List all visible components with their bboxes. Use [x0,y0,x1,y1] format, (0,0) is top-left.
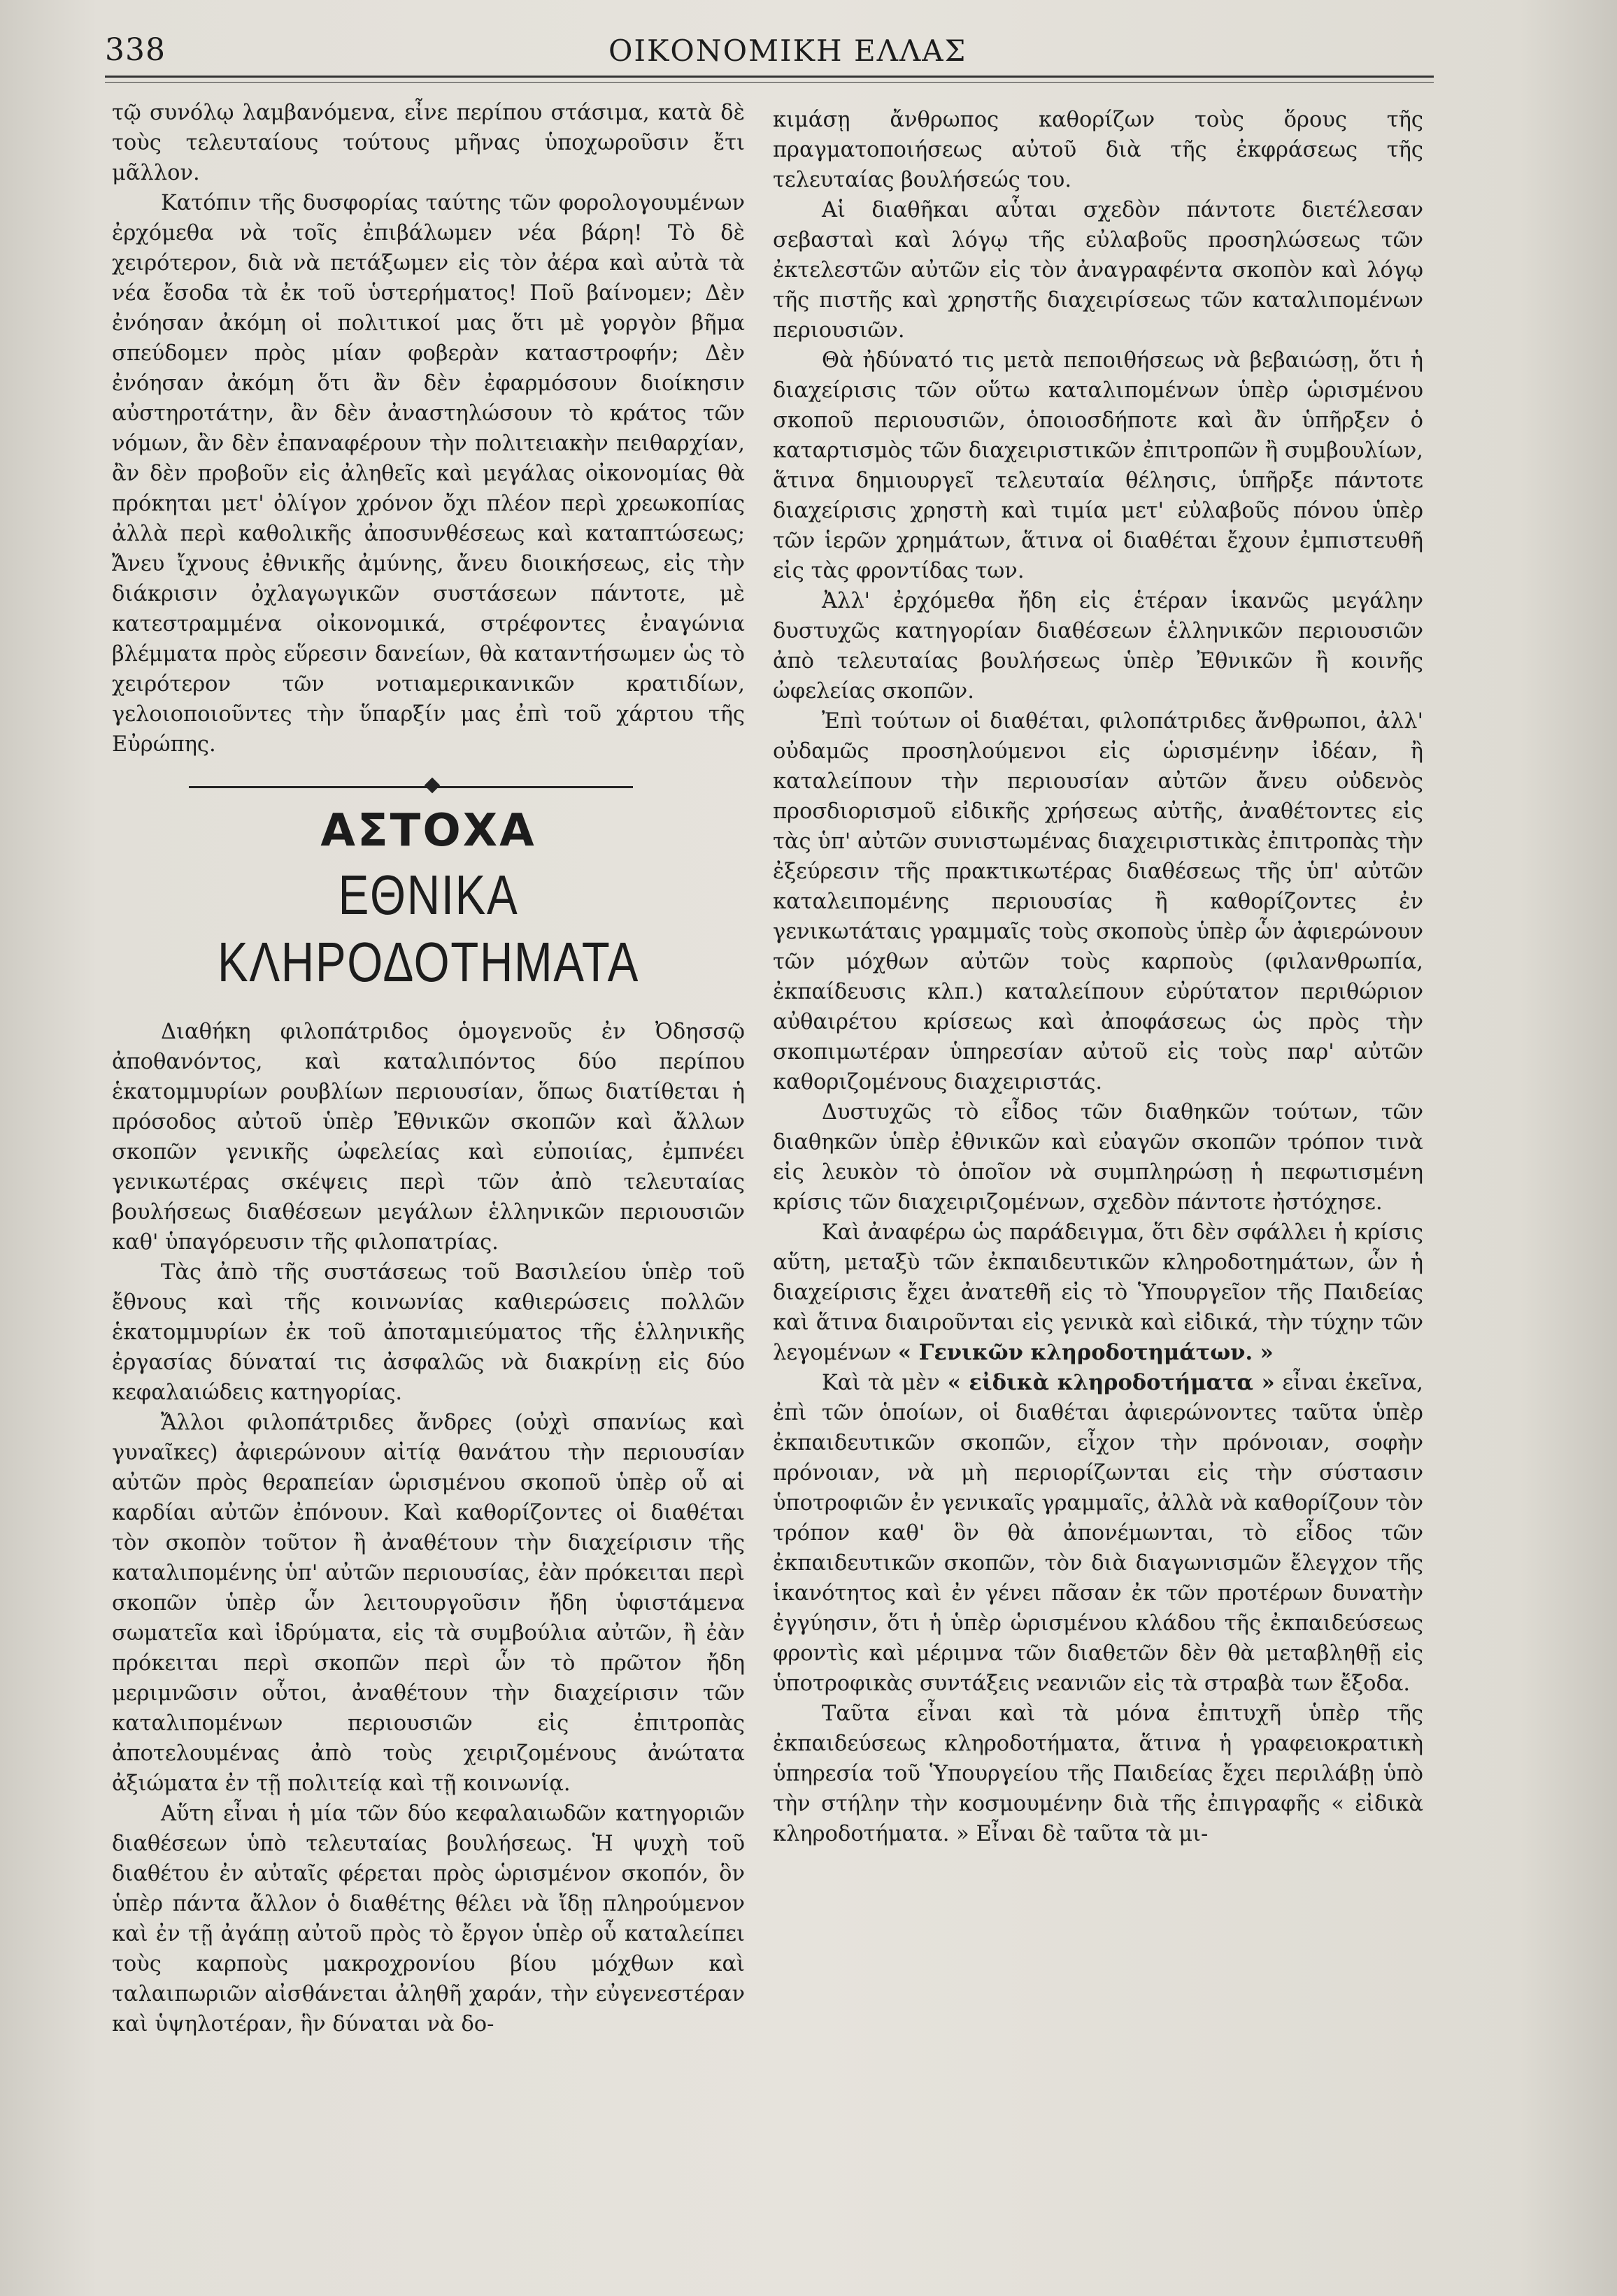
right-paragraph-7-text: Καὶ ἀναφέρω ὡς παράδειγμα, ὅτι δὲν σφάλλει ἡ κρίσις αὕτη, μεταξὺ τῶν ἐκπαιδευτικῶν κληροδοτημάτων, ὧν ἡ διαχείρισις ἔχει ἀνατεθῆ εἰς τὸ Ὑπουργεῖον τῆς Παιδείας καὶ ἅτινα διαιροῦνται εἰς γενικὰ καὶ εἰδικά, τὴν τύχην τῶν λεγομένων [773,1220,1423,1365]
separator-line [189,786,633,788]
diamond-ornament [425,778,441,794]
left-paragraph-3: Διαθήκη φιλοπάτριδος ὁμογενοῦς ἐν Ὀδησσῷ ἀποθανόντος, καὶ καταλιπόντος δύο περίπου ἑκατομμυρίων ρουβλίων περιουσίαν, ὅπως διατίθεται ἡ πρόσοδος αὐτοῦ ὑπὲρ Ἐθνικῶν σκοπῶν καὶ ἄλλων σκοπῶν γενικῆς ὠφελείας καὶ εὐποιίας, ἐμπνέει γενικωτέρας σκέψεις περὶ τῶν ἀπὸ τελευταίας βουλήσεως διαθέσεων μεγάλων ἑλληνικῶν περιουσιῶν καθ' ὑπαγόρευσιν τῆς φιλοπατρίας. [112,1020,745,1255]
right-paragraph-3: Θὰ ἠδύνατό τις μετὰ πεποιθήσεως νὰ βεβαιώσῃ, ὅτι ἡ διαχείρισις τῶν οὕτω καταλιπομένων ὑπὲρ ὡρισμένου σκοποῦ περιουσιῶν, ὁποιοσδήποτε καὶ ἂν ὑπῆρξεν ὁ καταρτισμὸς τῶν διαχειριστικῶν ἐπιτροπῶν ἢ συμβουλίων, ἅτινα δημιουργεῖ τελευταία θέλησις, ὑπῆρξε πάντοτε διαχείρισις χρηστὴ καὶ τιμία μετ' εὐλαβοῦς πόνου ὑπὲρ τῶν ἱερῶν χρημάτων, ἅτινα οἱ διαθέται ἔχουν ἐμπιστευθῆ εἰς τὰς φροντίδας των. [773,348,1423,583]
section-subtitle: ΕΘΝΙΚΑ ΚΛΗΡΟΔΟΤΗΜΑΤΑ [217,864,640,993]
right-paragraph-6: Δυστυχῶς τὸ εἶδος τῶν διαθηκῶν τούτων, τῶν διαθηκῶν ὑπὲρ ἐθνικῶν καὶ εὐαγῶν σκοπῶν τρόπον τινὰ εἰς λευκὸν τὸ ὁποῖον νὰ συμπληρώσῃ ἡ πεφωτισμένη κρίσις τῶν διαχειριζομένων, σχεδὸν πάντοτε ἠστόχησε. [773,1100,1423,1215]
page-header [105,32,1434,74]
left-paragraph-1: τῷ συνόλῳ λαμβανόμενα, εἶνε περίπου στάσιμα, κατὰ δὲ τοὺς τελευταίους τούτους μῆνας ὑποχωροῦσιν ἔτι μᾶλλον. [112,101,745,185]
right-paragraph-8-lead: Καὶ τὰ μὲν [822,1371,940,1395]
left-paragraph-5: Ἄλλοι φιλοπάτριδες ἄνδρες (οὐχὶ σπανίως καὶ γυναῖκες) ἀφιερώνουν αἰτίᾳ θανάτου τὴν περιουσίαν αὐτῶν πρὸς θεραπείαν ὡρισμένου σκοποῦ ὑπὲρ οὗ αἱ καρδίαι αὐτῶν ἐπόνουν. Καὶ καθορίζοντες οἱ διαθέται τὸν σκοπὸν τοῦτον ἢ ἀναθέτουν τὴν διαχείρισιν τῆς καταλιπομένης ὑπ' αὐτῶν περιουσίας, ἐὰν πρόκειται περὶ σκοπῶν ὑπὲρ ὧν λειτουργοῦσιν ἤδη ὑφιστάμενα σωματεῖα καὶ ἱδρύματα, εἰς τὰ συμβούλια αὐτῶν, ἢ ἐὰν πρόκειται περὶ σκοπῶν περὶ ὧν τὸ πρῶτον ἤδη μεριμνῶσιν οὗτοι, ἀναθέτουν τὴν διαχείρισιν τῶν καταλιπομένων περιουσιῶν εἰς ἐπιτροπὰς ἀποτελουμένας ἀπὸ τοὺς χειριζομένους ἀνώτατα ἀξιώματα ἐν τῇ πολιτείᾳ καὶ τῇ κοινωνίᾳ. [112,1411,745,1796]
journal-title: ΟΙΚΟΝΟΜΙΚΗ ΕΛΛΑΣ [608,34,967,68]
general-bequests-term: « Γενικῶν κληροδοτημάτων. » [898,1340,1274,1365]
header-rule [105,76,1434,83]
left-paragraph-4: Τὰς ἀπὸ τῆς συστάσεως τοῦ Βασιλείου ὑπὲρ τοῦ ἔθνους καὶ τῆς κοινωνίας καθιερώσεις πολλῶν ἑκατομμυρίων ἐκ τοῦ ἀποταμιεύματος τῆς ἑλληνικῆς ἐργασίας δύναταί τις ἀσφαλῶς νὰ διακρίνῃ εἰς δύο κεφαλαιώδεις κατηγορίας. [112,1260,745,1405]
section-title: ΑΣΤΟΧΑ [320,805,536,857]
section-separator [112,772,745,800]
left-paragraph-2: Κατόπιν τῆς δυσφορίας ταύτης τῶν φορολογουμένων ἐρχόμεθα νὰ τοῖς ἐπιβάλωμεν νέα βάρη! Τὸ δὲ χειρότερον, διὰ νὰ πετάξωμεν εἰς τὸν ἀέρα καὶ αὐτὰ τὰ νέα ἔσοδα τὰ ἐκ τοῦ ὑστερήματος! Ποῦ βαίνομεν; Δὲν ἐνόησαν ἀκόμη οἱ πολιτικοί μας ὅτι μὲ γοργὸν βῆμα σπεύδομεν πρὸς μίαν φοβερὰν καταστροφήν; Δὲν ἐνόησαν ἀκόμη ὅτι ἂν δὲν ἐφαρμόσουν διοίκησιν αὐστηροτάτην, ἂν δὲν ἀναστηλώσουν τὸ κράτος τῶν νόμων, ἂν δὲν ἐπαναφέρουν τὴν πολιτειακὴν πειθαρχίαν, ἂν δὲν προβοῦν εἰς ἀληθεῖς καὶ μεγάλας οἰκονομίας θὰ πρόκηται μετ' ὀλίγον χρόνον ὄχι πλέον περὶ χρεωκοπίας ἀλλὰ περὶ καθολικῆς ἀποσυνθέσεως καὶ καταπτώσεως; Ἄνευ ἴχνους ἐθνικῆς ἀμύνης, ἄνευ διοικήσεως, εἰς τὴν διάκρισιν ὀχλαγωγικῶν συστάσεων πάντοτε, μὲ κατεστραμμένα οἰκονομικά, στρέφοντες ἐναγώνια βλέμματα πρὸς εὕρεσιν δανείων, θὰ καταντήσωμεν ὡς τὸ χειρότερον τῶν νοτιαμερικανικῶν κρατιδίων, γελοιοποιοῦντες τὴν ὕπαρξίν μας ἐπὶ τοῦ χάρτου τῆς Εὐρώπης. [112,191,745,757]
right-paragraph-5: Ἐπὶ τούτων οἱ διαθέται, φιλοπάτριδες ἄνθρωποι, ἀλλ' οὐδαμῶς προσηλούμενοι εἰς ὡρισμένην ἰδέαν, ἢ καταλείπουν τὴν περιουσίαν αὐτῶν ἄνευ οὐδενὸς προσδιορισμοῦ εἰδικῆς χρήσεως αὐτῆς, ἀναθέτοντες εἰς τὰς ὑπ' αὐτῶν συνιστωμένας διαχειριστικὰς ἐπιτροπὰς τὴν ἐξεύρεσιν τῆς πρακτικωτέρας διαθέσεως τῆς ὑπ' αὐτῶν καταλειπομένης περιουσίας ἢ καθορίζοντες ἐν γενικωτάταις γραμμαῖς τοὺς σκοποὺς ὑπὲρ ὧν ἀφιερώνουν τῶν μόχθων αὐτῶν τοὺς καρποὺς (φιλανθρωπία, ἐκπαίδευσις κλπ.) καταλείπουν εὐρύτατον περιθώριον αὐθαιρέτου κρίσεως καὶ ἀποφάσεως ὡς πρὸς τὴν σκοπιμωτέραν ὑπηρεσίαν αὐτοῦ εἰς τοὺς παρ' αὐτῶν καθοριζομένους διαχειριστάς. [773,709,1423,1094]
left-paragraph-6: Αὕτη εἶναι ἡ μία τῶν δύο κεφαλαιωδῶν κατηγοριῶν διαθέσεων ὑπὸ τελευταίας βουλήσεως. Ἡ ψυχὴ τοῦ διαθέτου ἐν αὐταῖς φέρεται πρὸς ὡρισμένον σκοπόν, ὃν ὑπὲρ πάντα ἄλλον ὁ διαθέτης θέλει νὰ ἴδῃ πληρούμενον καὶ ἐν τῇ ἀγάπῃ αὐτοῦ πρὸς τὸ ἔργον ὑπὲρ οὗ καταλείπει τοὺς καρποὺς μακροχρονίου βίου μόχθων καὶ ταλαιπωριῶν αἰσθάνεται ἀληθῆ χαράν, τὴν εὐγενεστέραν καὶ ὑψηλοτέραν, ἣν δύναται νὰ δο- [112,1802,745,2037]
right-paragraph-8-text: εἶναι ἐκεῖνα, ἐπὶ τῶν ὁποίων, οἱ διαθέται ἀφιερώνοντες ταῦτα ὑπὲρ ἐκπαιδευτικῶν σκοπῶν, εἶχον τὴν πρόνοιαν, σοφὴν πρόνοιαν, νὰ μὴ περιορίζωνται εἰς τὴν σύστασιν ὑποτροφιῶν ἐν γενικαῖς γραμμαῖς, ἀλλὰ νὰ καθορίζουν τὸν τρόπον καθ' ὃν θὰ ἀπονέμωνται, τὸ εἶδος τῶν ἐκπαιδευτικῶν σκοπῶν, τὸν διὰ διαγωνισμῶν ἔλεγχον τῆς ἱκανότητος καὶ ἐν γένει πᾶσαν ἐκ τῶν προτέρων δυνατὴν ἐγγύησιν, ὅτι ἡ ὑπὲρ ὡρισμένου κλάδου τῆς ἐκπαιδεύσεως φροντὶς καὶ μέριμνα τῶν διαθετῶν δὲν θὰ μεταβληθῇ εἰς ὑποτροφικὰς συντάξεις νεανιῶν εἰς τὰ στραβὰ των ἔξοδα. [773,1371,1423,1696]
right-paragraph-7 [773,1218,1423,1368]
page-number: 338 [105,32,166,68]
right-paragraph-4: Ἀλλ' ἐρχόμεθα ἤδη εἰς ἑτέραν ἱκανῶς μεγάλην δυστυχῶς κατηγορίαν διαθέσεων ἑλληνικῶν περιουσιῶν ἀπὸ τελευταίας βουλήσεως ὑπὲρ Ἐθνικῶν ἢ κοινῆς ὠφελείας σκοπῶν. [773,589,1423,704]
special-bequests-term: « εἰδικὰ κληροδοτήματα » [947,1370,1275,1395]
left-column [112,98,745,2039]
right-paragraph-1: κιμάσῃ ἄνθρωπος καθορίζων τοὺς ὅρους τῆς πραγματοποιήσεως αὐτοῦ διὰ τῆς ἐκφράσεως τῆς τελευταίας βουλήσεώς του. [773,108,1423,192]
right-column [773,105,1423,1849]
right-paragraph-2: Αἱ διαθῆκαι αὗται σχεδὸν πάντοτε διετέλεσαν σεβασταὶ καὶ λόγῳ τῆς εὐλαβοῦς προσηλώσεως τῶν ἐκτελεστῶν αὐτῶν εἰς τὸν ἀναγραφέντα σκοπὸν καὶ λόγῳ τῆς πιστῆς καὶ χρηστῆς διαχειρίσεως τῶν καταλιπομένων περιουσιῶν. [773,198,1423,343]
right-paragraph-8 [773,1368,1423,1699]
right-paragraph-9: Ταῦτα εἶναι καὶ τὰ μόνα ἐπιτυχῆ ὑπὲρ τῆς ἐκπαιδεύσεως κληροδοτήματα, ἅτινα ἡ γραφειοκρατικὴ ὑπηρεσία τοῦ Ὑπουργείου τῆς Παιδείας ἔχει περιλάβῃ ὑπὸ τὴν στήλην τὴν κοσμουμένην διὰ τῆς ἐπιγραφῆς « εἰδικὰ κληροδοτήματα. » Εἶναι δὲ ταῦτα τὰ μι- [773,1702,1423,1846]
